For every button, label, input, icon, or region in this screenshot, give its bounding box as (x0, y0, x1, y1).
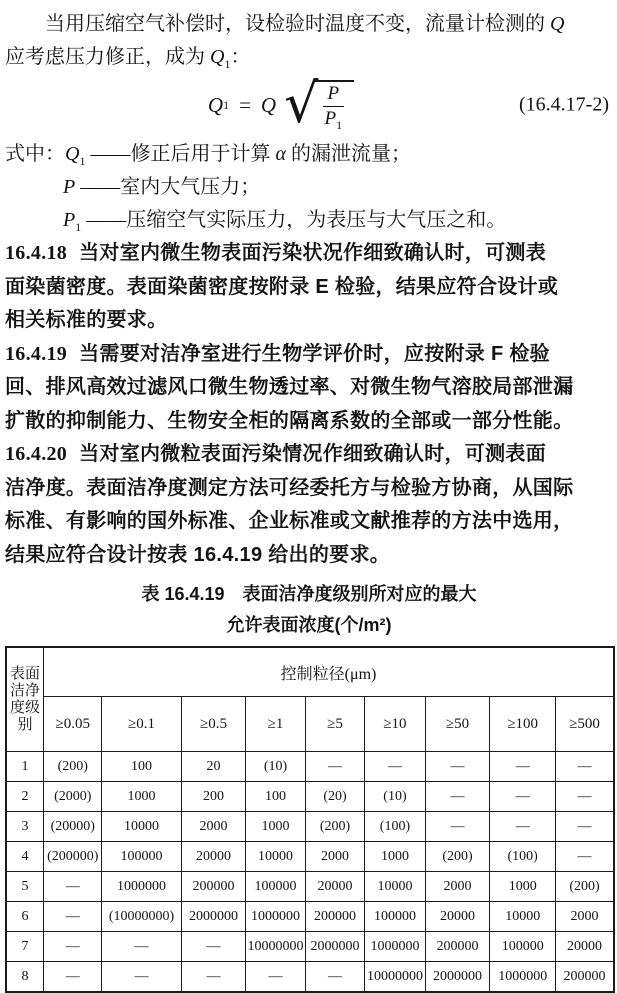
clause-16-4-19-line-2: 回、排风高效过滤风口微生物透过率、对微生物气溶胶局部泄漏 (5, 376, 574, 398)
fraction-denominator (325, 107, 343, 130)
clause-16-4-18-line-3: 相关标准的要求。 (5, 309, 168, 331)
table-cell: (200) (425, 842, 490, 872)
table-cell: 1000 (246, 812, 305, 842)
where-subscript-1: 1 (79, 154, 86, 168)
table-row (6, 812, 614, 842)
surface-cleanliness-table (5, 646, 615, 993)
corner-header-line: 度级 (10, 699, 41, 716)
square-root (284, 72, 354, 135)
table-row (6, 962, 614, 993)
corner-header-line: 表面 (10, 665, 41, 682)
level-cell: 2 (6, 782, 44, 812)
table-cell: (20000) (44, 812, 102, 842)
table-cell: — (425, 812, 490, 842)
clause-16-4-20-line-1 (5, 438, 613, 472)
intro-line-2 (5, 41, 613, 74)
where-desc-1a: ——修正后用于计算 (85, 143, 276, 165)
table-cell: 20000 (181, 842, 246, 872)
column-header: ≥10 (365, 697, 425, 752)
table-cell: 100 (102, 752, 181, 782)
intro-text-1: 当用压缩空气补偿时，设检验时温度不变，流量计检测的 (45, 13, 550, 35)
symbol-Q1: Q (210, 46, 225, 68)
clause-16-4-19-line-1 (5, 338, 613, 372)
table-row (6, 752, 614, 782)
where-line-3 (5, 204, 613, 237)
table-cell: 10000000 (365, 962, 425, 993)
where-desc-3: ——压缩空气实际压力，为表压与大气压之和。 (81, 209, 507, 231)
clause-16-4-20-line-3: 标准、有影响的国外标准、企业标准或文献推荐的方法中选用， (5, 510, 574, 532)
table-cell: — (490, 752, 556, 782)
level-cell: 5 (6, 872, 44, 902)
table-cell: 2000 (181, 812, 246, 842)
where-desc-2: ——室内大气压力； (75, 176, 261, 198)
clause-16-4-20-line-4: 结果应符合设计按表 16.4.19 给出的要求。 (5, 543, 391, 566)
table-row (6, 842, 614, 872)
where-subscript-P1: 1 (75, 220, 82, 234)
level-cell: 3 (6, 812, 44, 842)
table-cell: — (490, 782, 556, 812)
table-cell: 10000 (246, 842, 305, 872)
intro-colon: ： (230, 46, 251, 68)
table-cell: (200) (556, 872, 614, 902)
table-cell: 20000 (305, 872, 364, 902)
level-cell: 4 (6, 842, 44, 872)
table-cell: 1000000 (246, 902, 305, 932)
clause-16-4-20-line-2: 洁净度。表面洁净度测定方法可经委托方与检验方协商，从国际 (5, 476, 574, 499)
table-cell: 100000 (102, 842, 181, 872)
clause-16-4-18-line-1 (5, 237, 613, 271)
table-caption-line-1: 表 16.4.19 表面洁净度级别所对应的最大 (141, 584, 477, 604)
where-line-1 (5, 138, 613, 171)
corner-header (6, 647, 44, 752)
denominator-P: P (324, 108, 337, 129)
table-cell: 10000 (365, 872, 425, 902)
table-cell: (200) (305, 812, 364, 842)
fraction-numerator-P: P (323, 84, 345, 107)
table-cell: — (556, 752, 614, 782)
table-cell: (10) (246, 752, 305, 782)
table-cell: — (556, 812, 614, 842)
column-header: ≥1 (246, 697, 305, 752)
table-cell: 1000 (102, 782, 181, 812)
table-cell: — (246, 962, 305, 993)
particle-size-header: 控制粒径(μm) (44, 647, 614, 697)
where-desc-1b: 的漏泄流量； (285, 143, 411, 165)
intro-text-2: 应考虑压力修正，成为 (5, 46, 210, 68)
table-cell: 20 (181, 752, 246, 782)
table-cell: — (44, 902, 102, 932)
table-row (6, 902, 614, 932)
table-cell: 10000000 (246, 932, 305, 962)
where-symbol-P1: P (63, 209, 76, 231)
clause-number: 16.4.19 (5, 342, 68, 365)
table-cell: 100000 (246, 872, 305, 902)
intro-line-1 (5, 8, 613, 41)
equals-sign: = (239, 92, 251, 117)
clause-number: 16.4.18 (5, 242, 68, 264)
table-cell: 10000 (102, 812, 181, 842)
where-symbol-Q1: Q (65, 143, 80, 165)
table-cell: 20000 (556, 932, 614, 962)
table-row (6, 872, 614, 902)
denominator-subscript: 1 (336, 117, 343, 132)
column-header: ≥0.05 (44, 697, 102, 752)
fraction (313, 80, 355, 130)
where-label: 式中： (5, 143, 65, 165)
table-cell: 100000 (490, 932, 556, 962)
level-cell: 1 (6, 752, 44, 782)
table-cell: 100000 (365, 902, 425, 932)
table-cell: (20) (305, 782, 364, 812)
subscript-1: 1 (224, 57, 231, 71)
table-cell: — (44, 962, 102, 993)
eq-rhs-Q: Q (260, 92, 277, 117)
table-cell: 1000 (365, 842, 425, 872)
table-cell: 200000 (556, 962, 614, 993)
table-cell: (2000) (44, 782, 102, 812)
column-header: ≥500 (556, 697, 614, 752)
table-cell: 1000 (490, 872, 556, 902)
clause-text: 当对室内微生物表面污染状况作细致确认时，可测表 (79, 242, 547, 264)
column-header: ≥50 (425, 697, 490, 752)
table-cell: — (556, 842, 614, 872)
table-cell: — (102, 962, 181, 993)
table-cell: 200 (181, 782, 246, 812)
corner-header-line: 别 (17, 716, 33, 733)
table-cell: (200000) (44, 842, 102, 872)
eq-lhs-Q: Q (207, 92, 224, 117)
table-cell: 200000 (181, 872, 246, 902)
column-header: ≥0.1 (102, 697, 181, 752)
table-row (6, 932, 614, 962)
table-cell: 2000000 (305, 932, 364, 962)
level-cell: 8 (6, 962, 44, 993)
table-cell: (10) (365, 782, 425, 812)
table-cell: — (44, 932, 102, 962)
table-cell: — (305, 962, 364, 993)
table-caption-line-2: 允许表面浓度(个/m²) (226, 615, 392, 635)
table-cell: 2000 (556, 902, 614, 932)
table-cell: — (305, 752, 364, 782)
table-cell: 10000 (490, 902, 556, 932)
table-row (6, 782, 614, 812)
table-cell: — (102, 932, 181, 962)
table-cell: 20000 (425, 902, 490, 932)
clause-16-4-19-line-3: 扩散的抑制能力、生物安全柜的隔离系数的全部或一部分性能。 (5, 409, 574, 432)
table-cell: 2000000 (425, 962, 490, 993)
table-cell: — (556, 782, 614, 812)
corner-header-line: 洁净 (10, 682, 41, 699)
table-cell: 200000 (425, 932, 490, 962)
equation-number: (16.4.17-2) (519, 93, 609, 116)
equation-block (5, 72, 613, 135)
table-cell: 1000000 (102, 872, 181, 902)
column-header: ≥0.5 (181, 697, 246, 752)
clause-text: 当对室内微粒表面污染情况作细致确认时，可测表面 (79, 443, 547, 465)
table-cell: 2000000 (181, 902, 246, 932)
clause-16-4-18-line-2: 面染菌密度。表面染菌密度按附录 E 检验，结果应符合设计或 (5, 275, 559, 298)
radical-sign-icon: √ (284, 72, 319, 135)
table-cell: — (365, 752, 425, 782)
table-cell: — (490, 812, 556, 842)
column-header: ≥100 (490, 697, 556, 752)
table-cell: — (425, 752, 490, 782)
equation: Q 1 = Q √ $\frac{P}{P_1}$ (208, 80, 354, 130)
level-cell: 6 (6, 902, 44, 932)
column-header: ≥5 (305, 697, 364, 752)
clause-number: 16.4.20 (5, 443, 68, 465)
table-cell: — (181, 932, 246, 962)
clause-text: 当需要对洁净室进行生物学评价时，应按附录 F 检验 (79, 342, 550, 365)
where-line-2 (5, 171, 613, 204)
symbol-alpha: α (275, 143, 286, 165)
table-cell: (10000000) (102, 902, 181, 932)
table-cell: 1000000 (490, 962, 556, 993)
table-cell: (200) (44, 752, 102, 782)
table-cell: (100) (365, 812, 425, 842)
table-cell: — (181, 962, 246, 993)
table-cell: 200000 (305, 902, 364, 932)
table-cell: 2000 (305, 842, 364, 872)
table-cell: — (425, 782, 490, 812)
table-cell: 100 (246, 782, 305, 812)
table-cell: (100) (490, 842, 556, 872)
table-cell: 2000 (425, 872, 490, 902)
where-symbol-P: P (63, 176, 76, 198)
table-cell: 1000000 (365, 932, 425, 962)
symbol-Q: Q (550, 13, 565, 35)
table-cell: — (44, 872, 102, 902)
level-cell: 7 (6, 932, 44, 962)
